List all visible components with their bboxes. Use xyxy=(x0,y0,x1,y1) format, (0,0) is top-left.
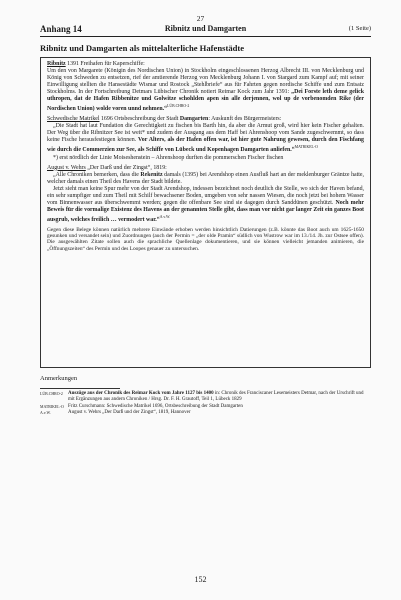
matrikel-text: „Die Stadt hat laut Fundation die Gerechtigkeit zu fischen bis Barth hin, da aber die Armut groß, wird hier kein Fischer gehalten. Der Weg über die Ribnitzer See ist weit* und zudem der Ausgang aus dem Haff bei Ahrenshoop vom Sande zugeschwemmt, so dass keine Fische herausfestiegen können. xyxy=(47,123,364,144)
page-count-label: (1 Seite) xyxy=(348,25,371,32)
note-item xyxy=(40,410,371,416)
header-title: Ribnitz und Damgarten xyxy=(164,24,247,33)
ribnitz-text: Um den von Margarete (Königin des Nordischen Union) in Stockholm eingeschlossenen Herzog Albrecht III. von Mecklenburg und König von Schweden zu entsetzen, rief der amtierende Herzog von Mecklenburg Johann I. von Stargard zum Kampf auf; mit seiner Einwilligung stellten die Hansestädte Wismar und Rostock „Stehlbriefe“ aus für Fahrten gegen nordische Schiffe und zum Entsatz Stockholms. In der Fortschreibung Detmars Lübischer Chronik notiert Reimar Kock zum Jahr 1391: xyxy=(47,68,364,96)
matrikel-quote: Vor Alters, als der Hafen offen war, ist hier gute Nahrung gewesen, durch den Fischfang wie durch die Commerzien zur See, als Schiffe von Lübeck und Kopenhagen Damgarten anliefen.“ xyxy=(47,137,364,154)
wehrs-paragraph-1 xyxy=(47,172,364,186)
bottom-page-number: 152 xyxy=(194,575,207,584)
wehrs-source-mark: A.v.W. xyxy=(159,214,171,219)
matrikel-place: Damgarten xyxy=(179,116,209,123)
note-key: MATRIKEL-O xyxy=(40,404,64,409)
ribnitz-source-mark: LÜB.CHRO-2 xyxy=(167,104,190,109)
wehrs-text-c: Jetzt sieht man keine Spur mehr von der Stadt Arendshop, indessen bezeichnet noch deutlich die Stelle, wo sich der Haven befand, ein sehr sumpfiger und zum Theil mit Schilf bewachsener Boden, umgeben von sehr nassen Wiesen, die noch jetzt bei hohem Wasser vom Binnenwasser aus überschwemmt werden; gegen die offenbare See sind sie dagegen durch Sanddünen geschützt. xyxy=(47,185,364,206)
page-header xyxy=(40,24,371,37)
wehrs-text-a: „Alle Chroniken bemerken, dass die xyxy=(53,171,141,178)
matrikel-footnote: *) erst nördlich der Linie Moiseshenstein – Ahrenshoop durften die pommerschen Fischer fischen xyxy=(53,154,284,161)
appendix-label: Anhang 14 xyxy=(40,24,82,34)
note-bold-title: Auszüge aus der Chronik des Reimar Kock vom Jahre 1127 bis 1400 xyxy=(68,391,214,396)
note-text: August v. Wehrs „Der Darß und der Zingst“, 1819, Hannover xyxy=(68,410,191,416)
wehrs-rekenitz: Rekenitz xyxy=(140,171,163,178)
ribnitz-quote: „Dei Forste leth deme gelick uthropen, dat de Hafen Ribbenitze und Golwitze schohlden apen sin alle derjennen, wol up de vorbenomden Rike (der Nordischen Union) wolde voren unnd nehmen.“ xyxy=(47,89,364,113)
source-matrikel: Schwedische Matrikel xyxy=(47,116,100,123)
top-page-number: 27 xyxy=(196,14,205,23)
section-title: Ribnitz und Damgarten als mittelalterliche Hafenstädte xyxy=(40,43,245,53)
wehrs-heading xyxy=(47,165,364,172)
closing-paragraph: Gegen diese Belege können natürlich mehrere Einwände erhoben werden hinsichtlich Datierungen (z.B. könnte das Boot auch um 1625-1650 gesunken und versandet sein) und Zuordnungen (auch der Permin = „der olde Pramin“ südlich von Wustrow war im 13./14. Jh. zur Ostsee offen). Die ausgewählten Zitate sollen auch die sprachliche Quellenlage dokumentieren, und sie können vielleicht jemanden animieren, die „Öffnungszeiten“ des Permin und des Loopes genauer zu untersuchen. xyxy=(47,226,364,252)
note-item xyxy=(40,391,371,404)
ribnitz-lead: 1391 Freihafen für Kaperschiffe: xyxy=(65,61,145,67)
source-wehrs: August v. Wehrs xyxy=(47,164,86,171)
matrikel-paragraph xyxy=(47,123,364,154)
note-key: A.v.W. xyxy=(40,411,51,416)
note-text: Fritz Curschmann: Schwedische Matrikel 1696, Ortsbeschreibung der Stadt Damgarten xyxy=(68,403,243,409)
quote-box xyxy=(40,57,371,368)
wehrs-quote: Noch mehr Beweis für die vormalige Existenz des Havens an der genannten Stelle gibt, dass man vor nicht gar langer Zeit ein ganzes Boot ausgrub, welches freilich … vermodert war.“ xyxy=(47,199,364,223)
ribnitz-heading xyxy=(47,61,364,68)
ribnitz-paragraph xyxy=(47,68,364,113)
matrikel-lead-2: : Auskunft des Bürgermeisters: xyxy=(208,116,282,123)
matrikel-source-mark: MATRIKEL-O xyxy=(294,145,318,150)
note-key: LÜB.CHRO-2 xyxy=(40,392,63,396)
source-ribnitz: Ribnitz xyxy=(47,61,66,67)
note-body: in: Chronik des Franciscaner Lesemeisters Detmar, nach der Urschrift und mit Ergänzungen aus andern Chroniken / Hrsg. Dr. F. H. Grautoff, Teil 1, Lübeck 1829 xyxy=(68,391,364,403)
wehrs-text-b: damals (1395) bei Arendshop einen Ausfluß hart an der meklenburger Gräntze hatte, welcher damals einen Theil des Havens der Stadt bildete. xyxy=(47,171,364,185)
wehrs-paragraph-2 xyxy=(47,186,364,224)
notes-list xyxy=(40,391,371,417)
wehrs-lead: „Der Darß und der Zingst“, 1819: xyxy=(85,164,167,171)
matrikel-lead: 1696 Ortsbeschreibung der Stadt xyxy=(99,116,180,123)
note-text xyxy=(68,391,371,404)
notes-divider xyxy=(40,388,120,389)
notes-heading: Anmerkungen xyxy=(40,375,78,382)
